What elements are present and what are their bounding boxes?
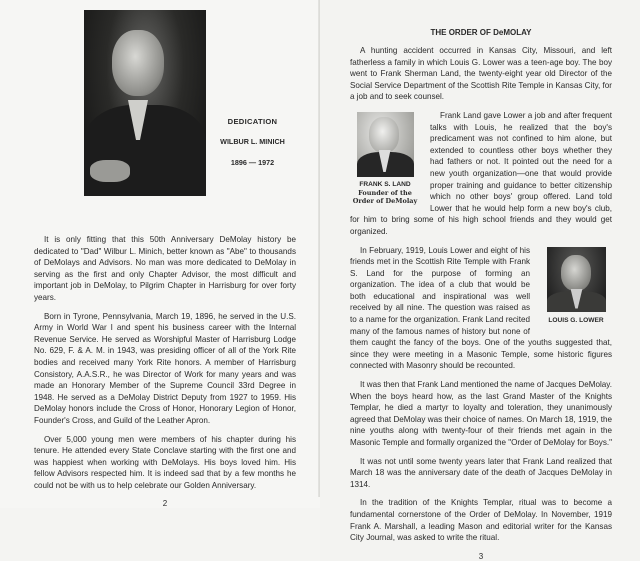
- portrait-wilbur-minich: [84, 10, 206, 196]
- right-page: [320, 0, 640, 561]
- page-number-2: 2: [162, 499, 168, 509]
- founding-paragraph-main: In February, 1919, Louis Lower and eight of his friends met in the Scottish Rite Temple with Frank S. Land for the purpose of forming an organization. The idea of a club that would be both educational and inspirational was well received by all nine. The question was raised as to a name for the organization. Frank Land recited many of the famous names of history but none of them caught the fancy of the boys. One of the youths suggested that, since they were meeting in a Masonic Temple,: [350, 245, 612, 359]
- frank-land-caption: [350, 181, 420, 205]
- left-body: [34, 234, 296, 508]
- founding-paragraph-end: some historic figures connected with Masonry should be recounted.: [350, 349, 612, 371]
- louis-lower-caption: LOUIS G. LOWER: [548, 316, 604, 324]
- land-paragraph: Frank Land gave Lower a job and after frequent talks with Louis, he realized that the boy's predicament was not confined to him alone, but extended to countless other boys whether they had fathers or not. It pointed out the need for a new youth organization—one that would provide proper training and guidance to better citizenship which no other boys' group offered. Land told Lower that he would help form a new boy's club, for him to bring some of his high school friends and they would get organized.: [350, 110, 612, 236]
- tenure-paragraph: Over 5,000 young men were members of his chapter during his tenure. He attended every State Conclave starting with the first one and was happiest when working with DeMolays. His boys loved him. His fellow Advisors respected him. It is indeed sad that by a few months he could not be with us to help celebrate our Golden Anniversary.: [34, 434, 296, 490]
- honoree-name: WILBUR L. MINICH: [220, 137, 285, 146]
- frank-land-name: FRANK S. LAND: [359, 180, 411, 188]
- louis-lower-figure: [540, 247, 612, 325]
- left-page: [0, 0, 320, 508]
- biography-paragraph: Born in Tyrone, Pennsylvania, March 19, 1896, he served in the U.S. Army in World War I and spent his business career with the Internal Revenue Service. He served as Worshipful Master of Harrisburg Lodge No. 629, F. & A. M. in 1943, was presiding officer of all of the York Rite bodies and received many York Rite honors. A member of Harrisburg Consistory, A.A.S.R., he was Director of Work for many years and was made an Honorary Member of the Supreme Council 33rd Degree in 1948. He served as a DeMolay District Deputy from 1927 to 1959. His DeMolay honors include the Cross of Honor, Honorary Legion of Honor, Founder's Cross, and Guild of the Leather Apron.: [34, 311, 296, 425]
- right-body: [350, 28, 612, 561]
- frank-land-title: Founder of the: [358, 188, 412, 197]
- portrait-frank-land: [357, 112, 414, 177]
- page-number-3: 3: [478, 551, 484, 561]
- anniversary-paragraph: It was not until some twenty years later that Frank Land realized that March 18 was the anniversary date of the death of Jacques DeMolay in 1314.: [350, 456, 612, 489]
- demolay-name-paragraph: It was then that Frank Land mentioned the name of Jacques DeMolay. When the boys heard how, as the last Grand Master of the Knights Templar, he died a martyr to loyalty and toleration, they unanimously agreed that DeMolay was their choice of names. On March 18, 1919, the nine youths along with twenty-four of their friends met again in the Masonic Temple and formally organized the "Order of DeMolay for Boys.": [350, 380, 613, 447]
- frank-land-figure: [350, 112, 420, 205]
- dedication-paragraph: It is only fitting that this 50th Anniversary DeMolay history be dedicated to "Dad" Wilbur L. Minich, better known as "Abe" to thousands of DeMolays and Advisors. No man was more dedicated to DeMolay in serving as the first and only Chapter Advisor, the most difficult and important job in DeMolay, to Pilgrim Chapter in Harrisburg for over forty years.: [34, 235, 296, 302]
- chapter-title: THE ORDER OF DeMOLAY: [430, 28, 532, 37]
- honoree-years: 1896 — 1972: [230, 158, 275, 167]
- frank-land-title-2: Order of DeMolay: [352, 196, 418, 205]
- portrait-louis-lower: [547, 247, 606, 312]
- dedication-heading: DEDICATION: [227, 117, 278, 126]
- ritual-paragraph: In the tradition of the Knights Templar, ritual was to become a fundamental cornerstone of the Order of DeMolay. In November, 1919 Frank A. Marshall, a leading Mason and editorial writer for the Kansas City Journal, was asked to write the ritual.: [350, 498, 612, 543]
- intro-paragraph: A hunting accident occurred in Kansas City, Missouri, and left fatherless a family in which Louis G. Lower was a teen-age boy. The boy went to Frank Sherman Land, the twenty-eight year old Director of the Social Service Department of the Scottish Rite Temple in Kansas City, for a job and to seek counsel.: [350, 46, 612, 102]
